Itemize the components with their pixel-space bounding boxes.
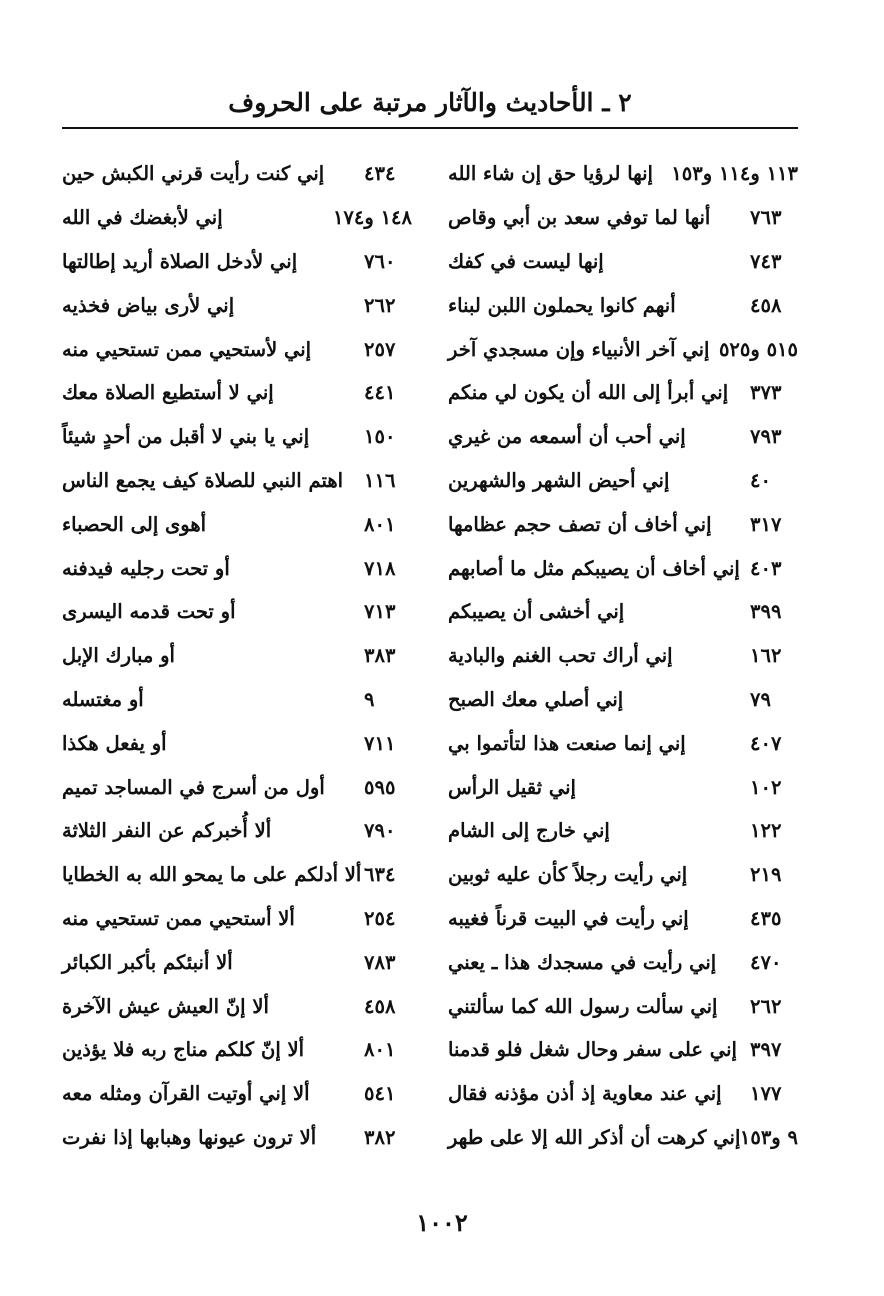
index-entry: [448, 240, 798, 284]
entry-page-ref: ٩: [364, 687, 375, 711]
entry-text: أهوى إلى الحصباء: [62, 512, 207, 536]
entry-text: ألا إني أوتيت القرآن ومثله معه: [62, 1082, 310, 1106]
entry-text: ألا أدلكم على ما يمحو الله به الخطايا: [62, 863, 362, 887]
index-entry: [448, 897, 798, 941]
entry-text: ألا أستحيي ممن تستحيي منه: [62, 906, 295, 930]
index-entry: [62, 415, 412, 459]
index-entry: [62, 1116, 412, 1160]
entry-text: إني سألت رسول الله كما سألتني: [448, 994, 718, 1018]
entry-text: أنهم كانوا يحملون اللبن لبناء: [448, 293, 676, 317]
index-entry: [62, 984, 412, 1028]
entry-page-ref: ٣١٧: [750, 512, 782, 536]
entry-page-ref: ٧١٣: [364, 600, 396, 624]
entry-page-ref: ٣٨٣: [364, 644, 396, 668]
entry-page-ref: ٧١١: [364, 731, 396, 755]
index-entry: [62, 1028, 412, 1072]
entry-text: ألا أُخبركم عن النفر الثلاثة: [62, 819, 272, 843]
index-entry: [62, 502, 412, 546]
entry-page-ref: ١٢٢: [750, 819, 782, 843]
index-entry: [448, 1116, 798, 1160]
entry-text: إني كنت رأيت قرني الكبش حين: [62, 162, 325, 186]
index-entry: [448, 984, 798, 1028]
index-entry: [62, 459, 412, 503]
entry-text: إني أبرأ إلى الله أن يكون لي منكم: [448, 381, 729, 405]
entry-page-ref: ٧٦٠: [364, 249, 396, 273]
index-entry: [62, 327, 412, 371]
entry-text: إني آخر الأنبياء وإن مسجدي آخر: [448, 337, 710, 361]
entry-page-ref: ٥٩٥: [364, 775, 396, 799]
entry-text: ألا ترون عيونها وهبابها إذا نفرت: [62, 1125, 317, 1149]
entry-page-ref: ٣٨٢: [364, 1125, 396, 1149]
entry-text: ألا إنّ كلكم مناج ربه فلا يؤذين: [62, 1038, 305, 1062]
index-entry: [62, 152, 412, 196]
entry-page-ref: ٤٧٠: [750, 950, 782, 974]
index-entry: [62, 678, 412, 722]
entry-text: اهتم النبي للصلاة كيف يجمع الناس: [62, 468, 344, 492]
entry-page-ref: ٧٨٣: [364, 950, 396, 974]
entry-page-ref: ٧٩٣: [750, 425, 782, 449]
index-entry: [62, 809, 412, 853]
entry-text: إني يا بني لا أقبل من أحدٍ شيئاً: [62, 425, 310, 449]
entry-text: أنها لما توفي سعد بن أبي وقاص: [448, 206, 711, 230]
right-column: [448, 152, 798, 1159]
entry-text: إني أخشى أن يصيبكم: [448, 600, 625, 624]
index-entry: [448, 152, 798, 196]
entry-text: إني إنما صنعت هذا لتأتموا بي: [448, 731, 686, 755]
entry-page-ref: ١٧٧: [750, 1082, 782, 1106]
entry-page-ref: ٤٠: [750, 468, 771, 492]
entry-text: إنها ليست في كفك: [448, 249, 604, 273]
index-entry: [448, 1072, 798, 1116]
entry-text: أول من أسرج في المساجد تميم: [62, 775, 325, 799]
entry-page-ref: ٢٥٤: [364, 906, 396, 930]
index-entry: [62, 940, 412, 984]
entry-text: أو يفعل هكذا: [62, 731, 167, 755]
index-entry: [62, 1072, 412, 1116]
entry-page-ref: ٧٩: [750, 687, 771, 711]
entry-page-ref: ٨٠١: [364, 1038, 396, 1062]
index-entry: [62, 721, 412, 765]
entry-text: إني أحيض الشهر والشهرين: [448, 468, 670, 492]
entry-text: إني كرهت أن أذكر الله إلا على طهر: [448, 1125, 741, 1149]
index-entry: [448, 678, 798, 722]
index-entry: [62, 897, 412, 941]
index-entry: [448, 546, 798, 590]
index-entry: [448, 853, 798, 897]
entry-page-ref: ٣٩٩: [750, 600, 782, 624]
entry-page-ref: ٢١٩: [750, 863, 782, 887]
entry-text: ألا أنبئكم بأكبر الكبائر: [62, 950, 233, 974]
entry-page-ref: ٧٩٠: [364, 819, 396, 843]
index-entry: [62, 853, 412, 897]
index-entry: [448, 196, 798, 240]
index-entry: [448, 1028, 798, 1072]
header-divider: [62, 127, 798, 129]
entry-page-ref: ٤٠٧: [750, 731, 782, 755]
index-entry: [62, 371, 412, 415]
entry-page-ref: ١٥٠: [364, 425, 396, 449]
entry-text: إني لأرى بياض فخذيه: [62, 293, 235, 317]
page-title: ٢ ـ الأحاديث والآثار مرتبة على الحروف: [228, 88, 632, 117]
entry-page-ref: ١٤٨ و١٧٤: [332, 206, 412, 230]
index-entry: [448, 459, 798, 503]
index-entry: [62, 765, 412, 809]
entry-text: إني لأستحيي ممن تستحيي منه: [62, 337, 312, 361]
entry-page-ref: ٤٣٥: [750, 906, 782, 930]
entry-text: إني رأيت رجلاً كأن عليه ثوبين: [448, 863, 688, 887]
entry-page-ref: ٧٤٣: [750, 249, 782, 273]
entry-text: إني أصلي معك الصبح: [448, 687, 624, 711]
index-columns: [62, 152, 798, 1159]
entry-page-ref: ١٠٢: [750, 775, 782, 799]
entry-page-ref: ٤٥٨: [750, 293, 782, 317]
entry-text: إني أخاف أن تصف حجم عظامها: [448, 512, 712, 536]
index-entry: [448, 809, 798, 853]
left-column: [62, 152, 412, 1159]
entry-text: إني ثقيل الرأس: [448, 775, 576, 799]
entry-text: أو مغتسله: [62, 687, 144, 711]
entry-text: إني خارج إلى الشام: [448, 819, 610, 843]
entry-page-ref: ١٦٢: [750, 644, 782, 668]
entry-page-ref: ٥١٥ و٥٢٥: [718, 337, 798, 361]
entry-page-ref: ٣٧٣: [750, 381, 782, 405]
entry-text: إني رأيت في مسجدك هذا ـ يعني: [448, 950, 717, 974]
index-entry: [448, 940, 798, 984]
index-entry: [448, 371, 798, 415]
entry-text: أو تحت قدمه اليسرى: [62, 600, 236, 624]
entry-page-ref: ٧٦٣: [750, 206, 782, 230]
index-entry: [448, 327, 798, 371]
entry-page-ref: ٢٦٢: [364, 293, 396, 317]
entry-page-ref: ١١٣ و١١٤ و١٥٣: [671, 162, 798, 186]
index-entry: [448, 283, 798, 327]
entry-text: إني رأيت في البيت قرناً فغيبه: [448, 906, 689, 930]
entry-page-ref: ٣٩٧: [750, 1038, 782, 1062]
entry-text: إني لأدخل الصلاة أريد إطالتها: [62, 249, 298, 273]
entry-text: ألا إنّ العيش عيش الآخرة: [62, 994, 269, 1018]
page-number: ١٠٠٢: [416, 1208, 468, 1237]
entry-page-ref: ٩ و١٥٣: [739, 1125, 798, 1149]
index-entry: [62, 546, 412, 590]
index-entry: [448, 721, 798, 765]
index-entry: [62, 590, 412, 634]
entry-page-ref: ٧١٨: [364, 556, 396, 580]
entry-text: إنها لرؤيا حق إن شاء الله: [448, 162, 653, 186]
index-entry: [62, 196, 412, 240]
entry-page-ref: ٤٠٣: [750, 556, 782, 580]
index-entry: [62, 240, 412, 284]
entry-text: إني أراك تحب الغنم والبادية: [448, 644, 673, 668]
entry-text: إني أحب أن أسمعه من غيري: [448, 425, 686, 449]
entry-text: إني على سفر وحال شغل فلو قدمنا: [448, 1038, 737, 1062]
index-entry: [62, 634, 412, 678]
entry-page-ref: ٤٥٨: [364, 994, 396, 1018]
entry-page-ref: ٢٥٧: [364, 337, 396, 361]
index-entry: [448, 415, 798, 459]
entry-page-ref: ١١٦: [364, 468, 396, 492]
index-entry: [62, 283, 412, 327]
entry-page-ref: ٢٦٢: [750, 994, 782, 1018]
index-entry: [448, 765, 798, 809]
entry-page-ref: ٦٣٤: [364, 863, 396, 887]
entry-page-ref: ٥٤١: [364, 1082, 396, 1106]
entry-page-ref: ٨٠١: [364, 512, 396, 536]
entry-text: إني أخاف أن يصيبكم مثل ما أصابهم: [448, 556, 740, 580]
entry-text: إني لأبغضك في الله: [62, 206, 223, 230]
index-entry: [448, 590, 798, 634]
index-entry: [448, 634, 798, 678]
index-entry: [448, 502, 798, 546]
entry-page-ref: ٤٣٤: [364, 162, 396, 186]
entry-page-ref: ٤٤١: [364, 381, 396, 405]
entry-text: إني لا أستطيع الصلاة معك: [62, 381, 274, 405]
entry-text: أو تحت رجليه فيدفنه: [62, 556, 230, 580]
entry-text: أو مبارك الإبل: [62, 644, 175, 668]
entry-text: إني عند معاوية إذ أذن مؤذنه فقال: [448, 1082, 722, 1106]
